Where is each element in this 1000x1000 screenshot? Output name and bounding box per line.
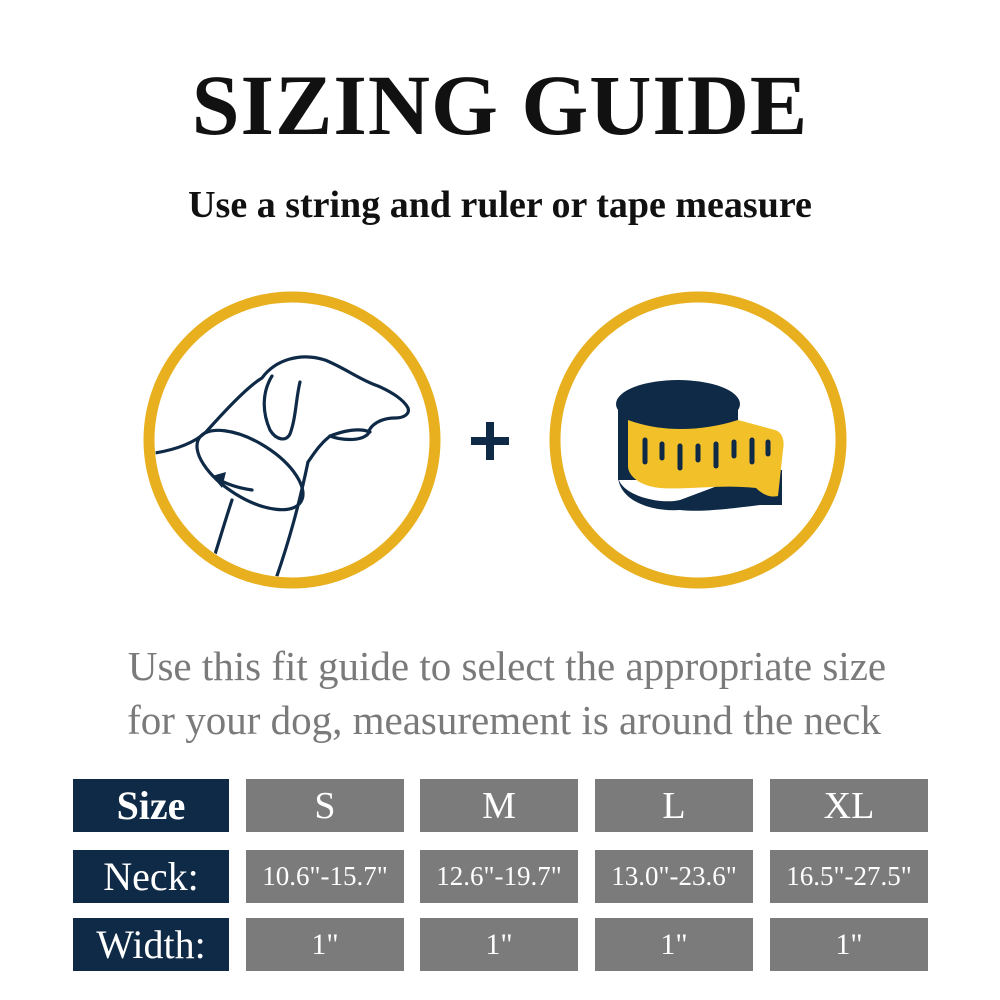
instruction-line-2: for your dog, measurement is around the neck [127, 697, 881, 743]
neck-xl: 16.5"-27.5" [770, 850, 928, 903]
width-s: 1" [246, 918, 404, 971]
page-subtitle: Use a string and ruler or tape measure [188, 184, 812, 226]
dog-neck-measure-icon [140, 297, 435, 600]
width-l: 1" [595, 918, 753, 971]
width-xl: 1" [770, 918, 928, 971]
size-s: S [246, 779, 404, 832]
tape-measure-icon [555, 297, 841, 583]
size-row-label: Size [73, 779, 229, 832]
instruction-line-1: Use this fit guide to select the appropriate size [127, 643, 887, 689]
neck-s: 10.6"-15.7" [246, 850, 404, 903]
neck-row-label: Neck: [73, 850, 229, 903]
width-row-label: Width: [73, 918, 229, 971]
page-title: SIZING GUIDE [191, 57, 809, 153]
width-m: 1" [420, 918, 578, 971]
size-l: L [595, 779, 753, 832]
neck-l: 13.0"-23.6" [595, 850, 753, 903]
size-xl: XL [770, 779, 928, 832]
plus-icon [471, 422, 509, 460]
size-m: M [420, 779, 578, 832]
neck-m: 12.6"-19.7" [420, 850, 578, 903]
